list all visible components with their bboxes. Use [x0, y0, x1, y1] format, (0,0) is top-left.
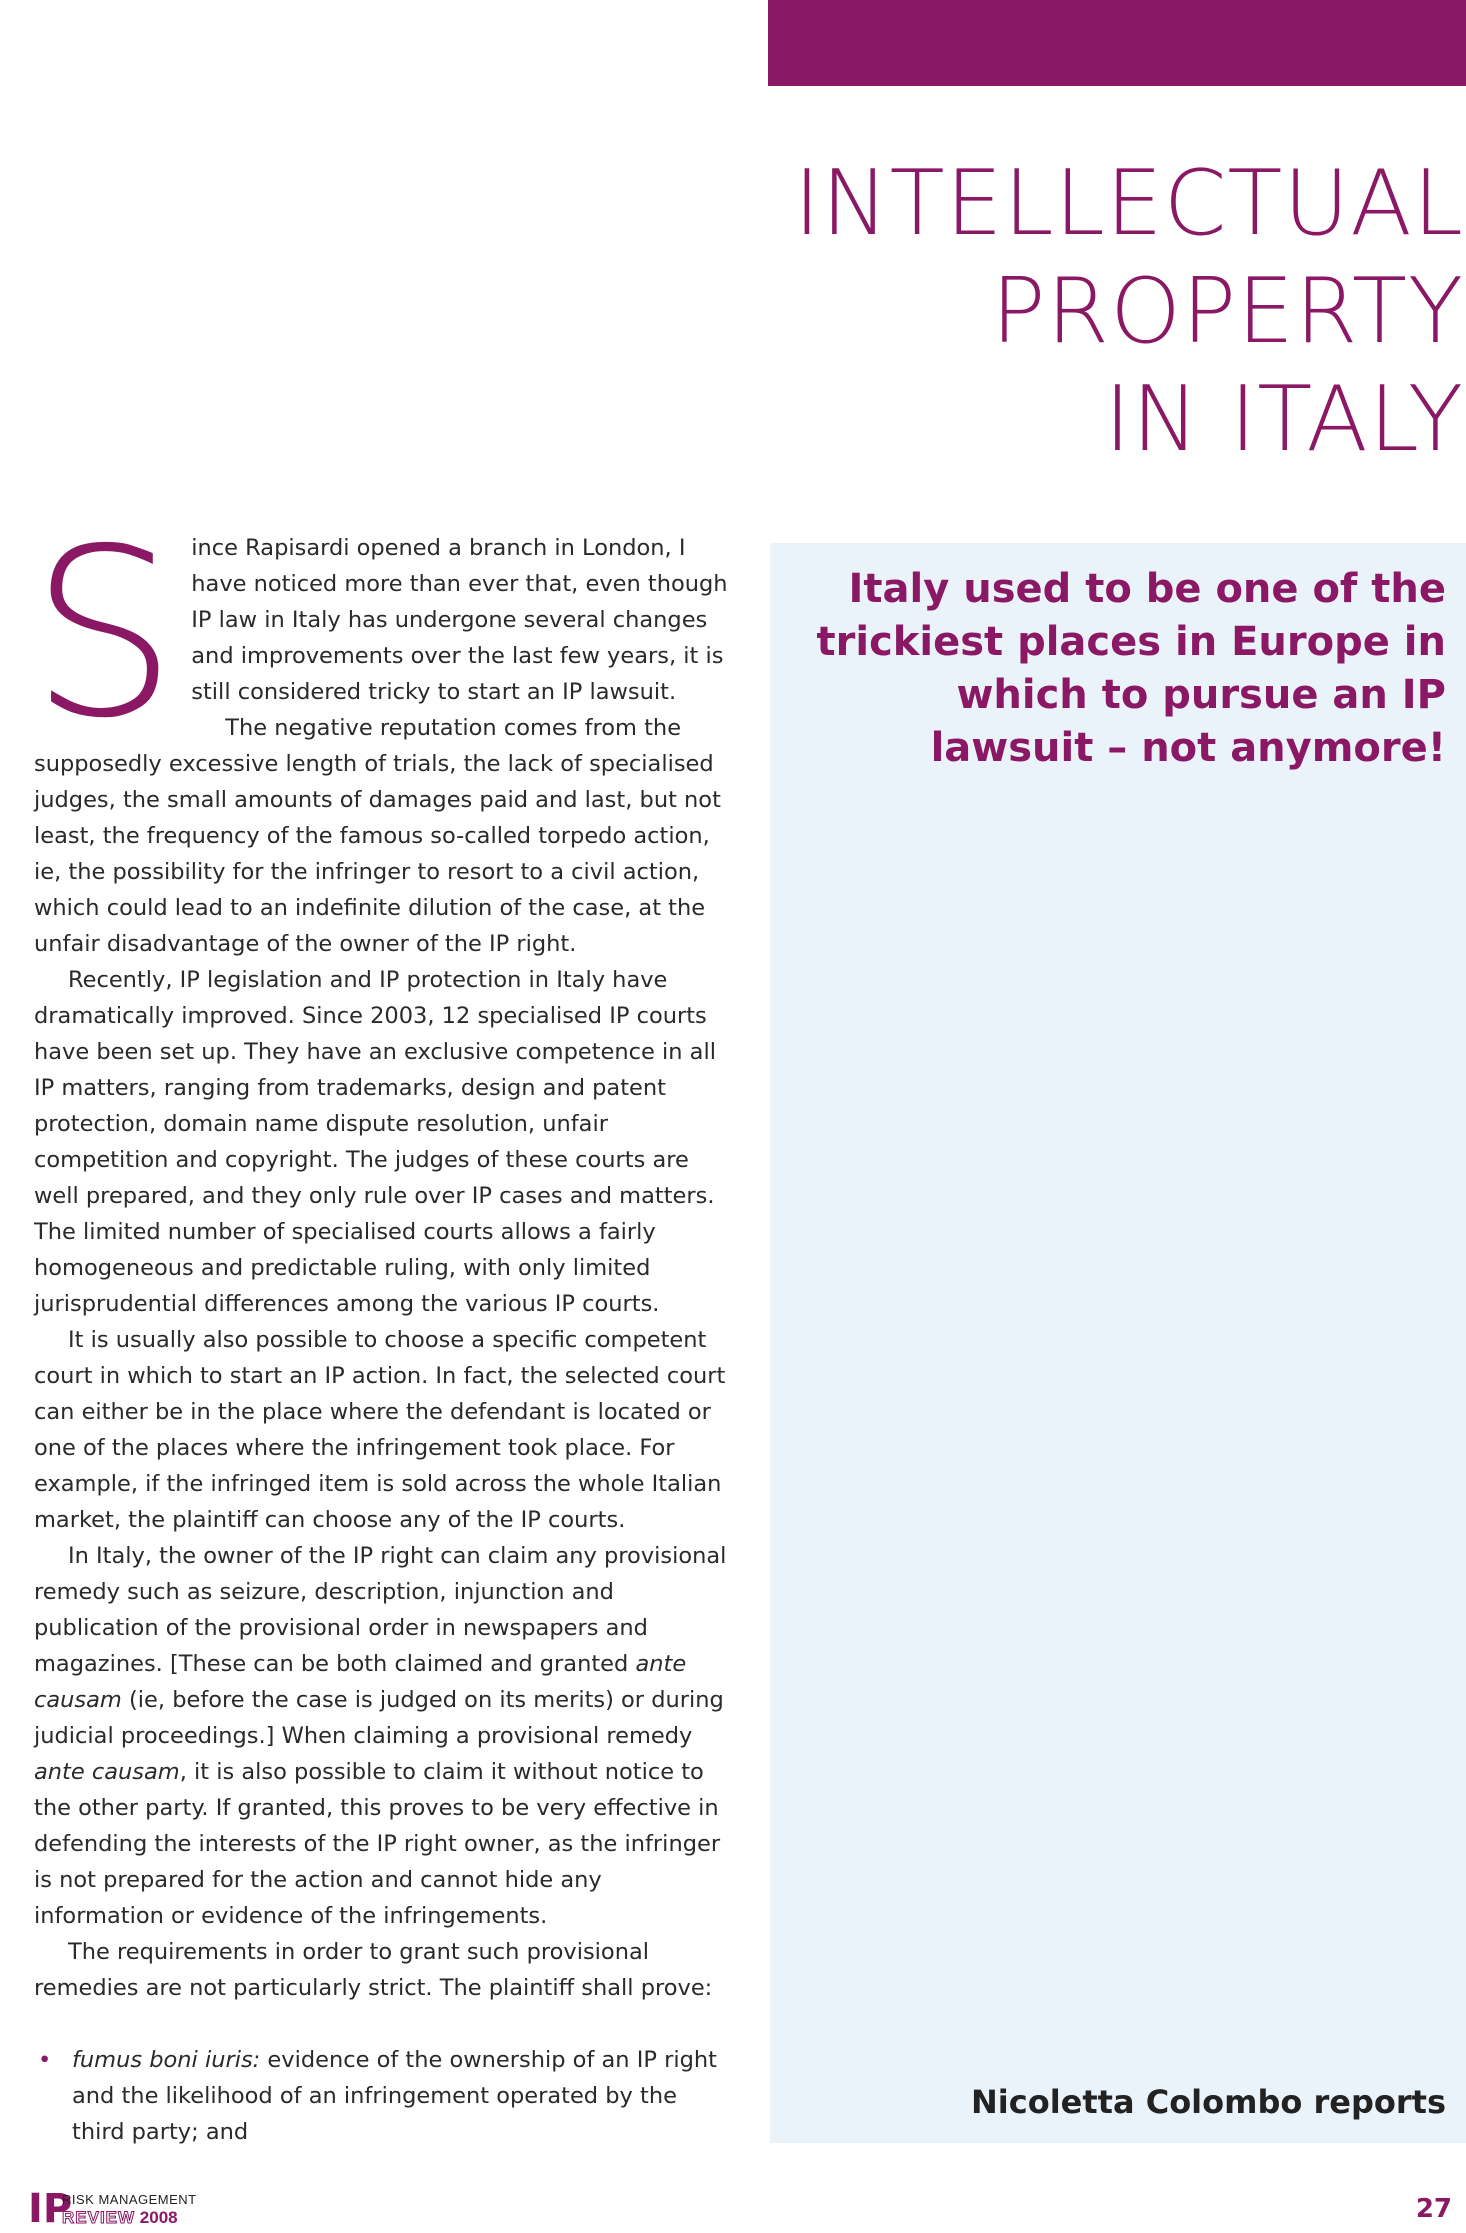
paragraph-4: It is usually also possible to choose a specific competent court in which to start an IP action. In fact, the selected court can either be in the place where the defendant is located or one of the places where the infringement took place. For example, if the infringed item is sold across the whole Italian market, the plaintiff can choose any of the IP courts.: [34, 1327, 726, 1533]
latin-term: ante causam: [34, 1651, 687, 1713]
paragraph-3: Recently, IP legislation and IP protection in Italy have dramatically improved. Since 2003, 12 specialised IP courts have been set up. They have an exclusive competence in all IP matters, ranging from trademarks, design and patent protection, domain name dispute resolution, unfair competition and copyright. The judges of these courts are well prepared, and they only rule over IP cases and matters. The limited number of specialised courts allows a fairly homogeneous and predictable ruling, with only limited jurisprudential differences among the various IP courts.: [34, 967, 716, 1317]
bullet-icon: •: [38, 2047, 52, 2073]
page-number: 27: [1415, 2194, 1452, 2224]
logo-year: 2008: [139, 2208, 178, 2227]
list-item: [34, 2042, 734, 2150]
headline-line-2: PROPERTY: [991, 259, 1464, 364]
logo-risk-management: RISK MANAGEMENT: [62, 2192, 197, 2207]
logo-review: REVIEW: [62, 2208, 136, 2227]
paragraph-2: The negative reputation comes from the supposedly excessive length of trials, the lack of specialised judges, the small amounts of damages paid and last, but not least, the frequency of the famous so-called torpedo action, ie, the possibility for the infringer to resort to a civil action, which could lead to an indefinite dilution of the case, at the unfair disadvantage of the owner of the IP right.: [34, 715, 721, 957]
logo-ip-mark: IP: [28, 2186, 73, 2232]
standfirst-panel: [770, 543, 1466, 2143]
paragraph-6: The requirements in order to grant such provisional remedies are not particularly strict. The plaintiff shall prove:: [34, 1939, 713, 2001]
publication-logo: [28, 2186, 228, 2232]
latin-term: ante causam: [34, 1759, 180, 1785]
headline-line-1: INTELLECTUAL: [793, 151, 1464, 256]
drop-cap: S: [30, 499, 178, 769]
logo-review-year: [62, 2208, 178, 2228]
paragraph-1-text: ince Rapisardi opened a branch in London, I have noticed more than ever that, even though IP law in Italy has undergone several changes and improvements over the last few years, it is still considered tricky to start an IP lawsuit.: [191, 535, 728, 705]
paragraph-5-part-b: (ie, before the case is judged on its merits) or during judicial proceedings.] When claiming a provisional remedy: [34, 1687, 724, 1749]
header-color-bar: [768, 0, 1466, 86]
article-headline: [764, 150, 1464, 474]
paragraph-1: [30, 499, 734, 769]
byline: Nicoletta Colombo reports: [971, 2083, 1446, 2121]
article-body: [30, 499, 734, 2150]
list-item-term: fumus boni iuris:: [72, 2047, 261, 2073]
paragraph-5-part-a: In Italy, the owner of the IP right can claim any provisional remedy such as seizure, description, injunction and publication of the provisional order in newspapers and magazines. [These can be both claimed and granted: [34, 1543, 727, 1677]
headline-line-3: IN ITALY: [1104, 367, 1464, 472]
paragraph-5-part-c: , it is also possible to claim it without notice to the other party. If granted, this proves to be very effective in defending the interests of the IP right owner, as the infringer is not prepared for the action and cannot hide any information or evidence of the infringements.: [34, 1759, 721, 1929]
standfirst: Italy used to be one of the trickiest places in Europe in which to pursue an IP lawsuit – not anymore!: [816, 566, 1446, 771]
list-item-text: evidence of the ownership of an IP right and the likelihood of an infringement operated by the third party; and: [72, 2047, 717, 2145]
requirements-list: [34, 2042, 734, 2150]
paragraph-5: [34, 1538, 734, 1934]
